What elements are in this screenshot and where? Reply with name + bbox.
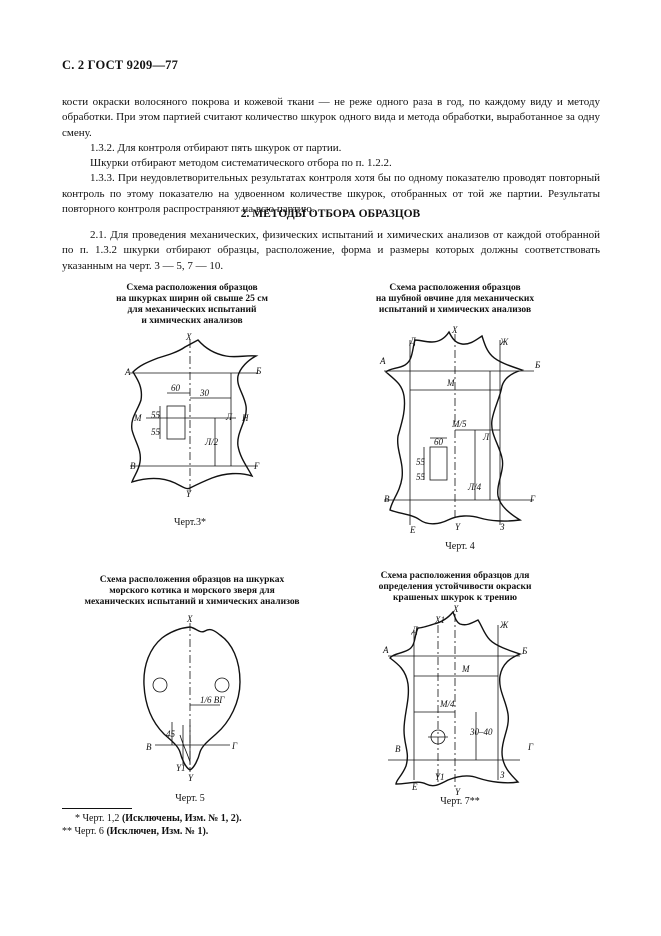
fig4-mark: Е [410, 525, 416, 535]
page-header: С. 2 ГОСТ 9209—77 [62, 58, 179, 72]
fig3-mark: 60 [171, 383, 180, 393]
fig4-mark: М/5 [452, 419, 467, 429]
figure-4-label: Черт. 4 [445, 541, 475, 552]
fig4-mark: Б [535, 360, 541, 370]
fig7-mark: М [462, 664, 470, 674]
paragraph: кости окраски волосяного покрова и кожевой ткани — не реже одного раза в год, по каждому виду и методу обработки. При этом партией считают количество шкурок одного вида и метода обработки, выработанное за одну смену. [62, 96, 600, 139]
fig4-mark: З [500, 522, 505, 532]
fig7-mark: X [453, 604, 459, 614]
fig7-mark: Ж [500, 620, 509, 630]
fig4-mark: Л/4 [468, 482, 482, 492]
fig3-mark: 55 [151, 427, 160, 437]
figure-3-caption: Схема расположения образцов на шкурках ширин ой свыше 25 см для механических испытаний и химических анализов [116, 283, 268, 326]
fig4-mark: 60 [434, 437, 443, 447]
fig5-mark: Y [188, 773, 194, 783]
fig7-mark: М/4 [440, 699, 455, 709]
fig3-mark: А [125, 367, 131, 377]
fig4-mark: 55 [416, 457, 425, 467]
paragraph: 1.3.3. При неудовлетворительных результатах контроля хотя бы по одному показателю проводят повторный контроль по этому показателю на удвоенном количестве шкурок, отобранных от той же партии. Результаты повторного контроля распространяют на всю партию. [62, 172, 600, 216]
fig3-mark: Н [242, 413, 249, 423]
fig5-mark: 45 [166, 729, 175, 739]
figure-5-label: Черт. 5 [175, 793, 205, 804]
paragraph: Шкурки отбирают методом систематического отбора по п. 1.2.2. [90, 157, 392, 170]
fig4-mark: М [447, 378, 455, 388]
fig4-mark: А [380, 356, 386, 366]
fig4-mark: Л [483, 432, 490, 442]
fig7-mark: Д [412, 625, 418, 635]
fig5-mark: В [146, 742, 152, 752]
fig7-mark: Е [412, 782, 418, 792]
fig4-mark: Г [530, 494, 536, 504]
fig7-mark: В [395, 744, 401, 754]
fig7-mark: X1 [435, 615, 445, 625]
fig7-mark: Б [522, 646, 528, 656]
fig3-mark: X [186, 332, 192, 342]
paragraph: 2.1. Для проведения механических, физических испытаний и химических анализов от каждой отобранной по п. 1.3.2 шкурки отбирают образцы, расположение, форма и размеры которых должны соответствовать указанным на черт. 3 — 5, 7 — 10. [62, 229, 600, 272]
fig3-mark: Л [226, 412, 233, 422]
fig5-mark: 1/6 ВГ [200, 695, 225, 705]
fig3-mark: Y [186, 489, 192, 499]
fig7-mark: 30–40 [470, 727, 493, 737]
fig3-mark: Б [256, 366, 262, 376]
fig5-mark: Г [232, 741, 238, 751]
fig5-mark: X [187, 614, 193, 624]
fig4-mark: В [384, 494, 390, 504]
footnote-divider [62, 808, 132, 809]
fig3-mark: Л/2 [205, 437, 219, 447]
fig4-mark: Ж [500, 337, 509, 347]
fig4-mark: Y [455, 522, 461, 532]
fig7-mark: Y1 [435, 772, 445, 782]
fig7-mark: Y [455, 787, 461, 797]
figure-7-label: Черт. 7** [440, 796, 480, 807]
figure-5-caption: Схема расположения образцов на шкурках морского котика и морского зверя для механических испытаний и химических анализов [84, 575, 300, 607]
fig4-mark: X [452, 325, 458, 335]
footnote-1: * Черт. 1,2 (Исключены, Изм. № 1, 2). [75, 813, 242, 824]
fig3-mark: М [134, 413, 142, 423]
fig4-mark: 55 [416, 472, 425, 482]
fig3-mark: 30 [200, 388, 209, 398]
figure-7-caption: Схема расположения образцов для определения устойчивости окраски крашеных шкурок к трению [378, 571, 532, 603]
fig5-mark: Y1 [176, 763, 186, 773]
footnote-2: ** Черт. 6 (Исключен, Изм. № 1). [62, 826, 209, 837]
fig7-mark: Г [528, 742, 534, 752]
fig7-mark: З [500, 770, 505, 780]
fig7-mark: А [383, 645, 389, 655]
figure-3-label: Черт.3* [174, 517, 206, 528]
fig3-mark: Г [254, 461, 260, 471]
section-title: 2. МЕТОДЫ ОТБОРА ОБРАЗЦОВ [240, 208, 421, 220]
fig3-mark: 55 [151, 410, 160, 420]
fig3-mark: В [130, 461, 136, 471]
figure-4-caption: Схема расположения образцов на шубной овчине для механических испытаний и химических анализов [375, 283, 535, 315]
fig4-mark: Д [410, 336, 416, 346]
paragraph: 1.3.2. Для контроля отбирают пять шкурок от партии. [90, 141, 342, 154]
